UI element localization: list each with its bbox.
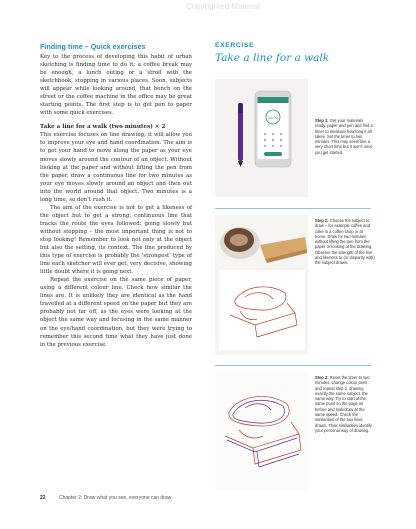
- phone-image: [255, 91, 291, 167]
- photo-two-colour-sketch: [215, 372, 308, 490]
- timer-readout: 02:00: [267, 115, 279, 120]
- pen-image: [238, 103, 243, 167]
- step-1-text: [315, 118, 375, 155]
- step-2-body: Choose the subject to draw – for example coffee and cake in a coffee shop or at home. Draw for two minutes without lifting the pen from the paper or looking at the drawing. Observe the strength of the line and likeness to (or disparity with) the subject drawn.: [315, 218, 375, 266]
- section-title: Finding time – Quick exercises: [40, 42, 146, 51]
- step-3-text: [315, 375, 375, 433]
- photo-coffee-sketch: [215, 215, 308, 355]
- step-1-body: Get your materials ready, paper and pen and find a timer to measure how long it all takes. Set the timer to two minutes. This may seem like a very short time but it won’t once you get started.: [315, 118, 373, 155]
- page-number: 22: [40, 495, 46, 501]
- step-2-lead: Step 2:: [315, 218, 329, 223]
- body-paragraph-2: The aim of the exercise is not to get a likeness of the object but to get a strong, continuous line that tracks the route the eyes followed; going slowly but without stopping – the most important thing is not to stop looking! Remember to look not only at the object but also the setting, its context. The line produced by this type of exercise is probably the ‘strongest’ type of line each sketcher will ever get, very decisive, showing little doubt where it is going next.: [40, 204, 192, 276]
- page-footer: [40, 495, 171, 501]
- subheading: Take a line for a walk (two minutes) × 2: [40, 124, 166, 131]
- exercise-label: EXERCISE: [215, 42, 255, 49]
- chapter-title: Chapter 2: Draw what you see, everyone can draw: [58, 495, 172, 501]
- divider-1: [215, 208, 371, 209]
- watermark: Copyrighted Material: [186, 2, 260, 11]
- step-2-text: [315, 218, 375, 266]
- coffee-cup-image: [220, 227, 260, 259]
- left-column: [40, 42, 192, 349]
- exercise-title: Take a line for a walk: [215, 52, 330, 64]
- step-1-lead: Step 1:: [315, 118, 329, 123]
- intro-paragraph: Key to the process of developing this habit of urban sketching is finding time to do it; a coffee break may be enough, a lunch outing or a stroll with the sketchbook, stopping in various places. Soon, subjects will appear while looking around, that bench on the street or the coffee machine in the office may be great starting points. The first step is to get pen to paper with some quick exercises.: [40, 54, 192, 117]
- step-3-lead: Step 3:: [315, 375, 329, 380]
- body-paragraph-3: Repeat the exercise on the same piece of paper, using a different colour line. Check how similar the lines are. It is unlikely they are identical as the hand travelled at a different speed on the paper but they are probably not far off, as the eyes were looking at the object the same way and focusing in the same manner on the eye/hand coordination, but they were trying to remember this second time what they have just done in the previous exercise.: [40, 277, 192, 348]
- body-paragraph-1: This exercise focuses on line drawing; it will allow you to improve your eye and hand coordination. The aim is to get your hand to move along the paper as your eye moves slowly around the contour of an object. Without looking at the paper and without lifting the pen from the paper, draw a continuous line for two minutes as your eye moves slowly around an object and then out into the world around that object. Two minutes is a long time, so don’t rush it.: [40, 132, 192, 203]
- photo-materials: [215, 79, 308, 197]
- step-3-body: Reset the timer to two minutes, change colour pens and repeat step 2, drawing exactly the same subject, the same way. Try to start at the same point on the page as before and look/draw at the same speed. Check the similarities of the two lines drawn. Their similarities identify your personal way of drawing.: [315, 375, 373, 433]
- divider-2: [215, 365, 371, 366]
